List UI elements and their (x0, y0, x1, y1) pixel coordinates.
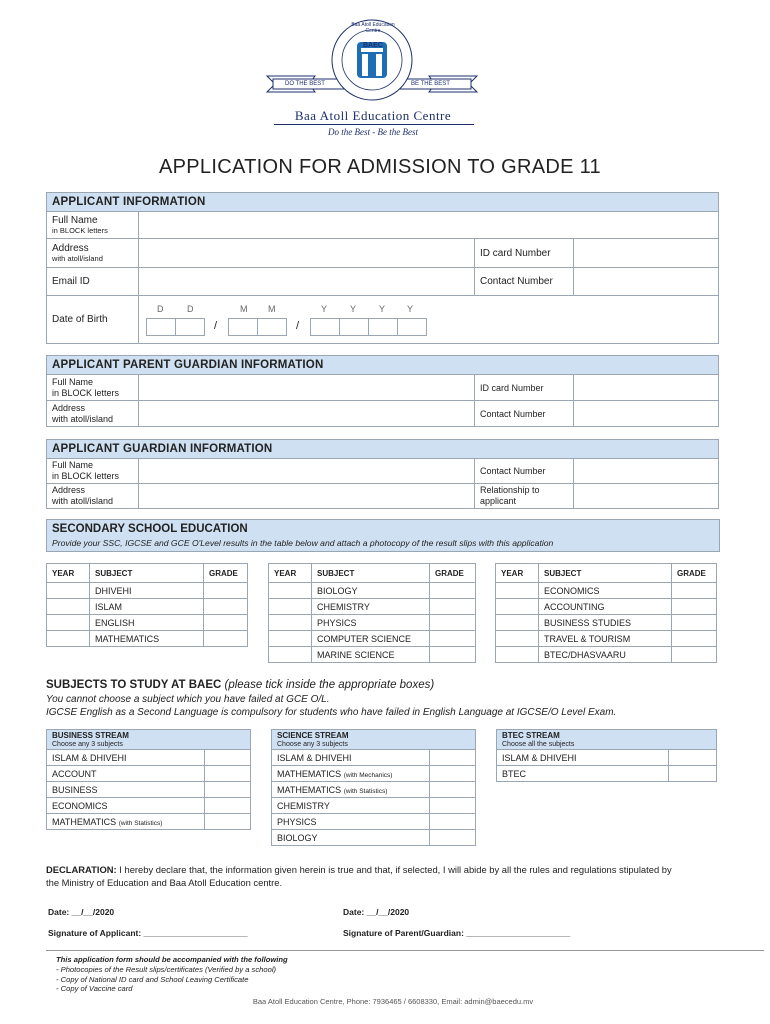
parent-full-name-sub: in BLOCK letters (52, 387, 120, 398)
dob-label: Date of Birth (47, 296, 139, 344)
footer-note (56, 955, 288, 994)
year-cell[interactable] (47, 599, 90, 615)
guardian-relationship-text: Relationship to (480, 485, 540, 495)
business-stream-table (46, 729, 251, 830)
business-subject: BUSINESS (47, 782, 205, 798)
footer-contact: Baa Atoll Education Centre, Phone: 7936465 / 6608330, Email: admin@baecedu.mv (252, 997, 534, 1006)
guardian-full-name-field[interactable] (139, 459, 475, 484)
year-cell[interactable] (269, 599, 312, 615)
contact-field[interactable] (574, 268, 719, 296)
logo-ribbon-left: DO THE BEST (285, 81, 325, 87)
year-cell[interactable] (496, 615, 539, 631)
col-grade-2: GRADE (430, 564, 476, 583)
subject-cell: ENGLISH (90, 615, 204, 631)
science-math-text-2: MATHEMATICS (277, 784, 342, 795)
address-sub: with atoll/island (52, 254, 103, 263)
guardian-contact-field[interactable] (574, 459, 719, 484)
business-tick-box[interactable] (205, 798, 251, 814)
grade-cell[interactable] (672, 583, 717, 599)
subject-cell: ECONOMICS (539, 583, 672, 599)
full-name-text: Full Name (52, 215, 98, 226)
logo-letters: BAEC (363, 42, 383, 49)
parent-address-field[interactable] (139, 401, 475, 427)
dob-slash-2: / (296, 319, 300, 332)
subject-cell: BIOLOGY (312, 583, 430, 599)
business-tick-box[interactable] (205, 782, 251, 798)
science-subject: BIOLOGY (272, 830, 430, 846)
signature-parent[interactable]: Signature of Parent/Guardian: ______________________ (343, 928, 571, 938)
guardian-address-text: Address (52, 485, 86, 495)
science-math-note-1: (with Mechanics) (343, 771, 393, 779)
applicant-heading: APPLICANT INFORMATION (47, 193, 719, 212)
subject-cell: DHIVEHI (90, 583, 204, 599)
business-stream-heading (47, 730, 251, 750)
year-cell[interactable] (269, 647, 312, 663)
year-cell[interactable] (496, 631, 539, 647)
col-year-3: YEAR (496, 564, 539, 583)
col-year-2: YEAR (269, 564, 312, 583)
parent-full-name-field[interactable] (139, 375, 475, 401)
guardian-full-name-sub: in BLOCK letters (52, 471, 120, 481)
parent-address-label (47, 401, 139, 427)
business-math-text: MATHEMATICS (52, 816, 117, 827)
dob-y4: Y (407, 303, 414, 314)
dob-m2: M (268, 303, 276, 314)
grade-cell[interactable] (672, 647, 717, 663)
grade-cell[interactable] (204, 615, 248, 631)
grade-cell[interactable] (672, 615, 717, 631)
grade-cell[interactable] (204, 583, 248, 599)
business-sub: Choose any 3 subjects (52, 740, 123, 748)
grade-cell[interactable] (430, 647, 476, 663)
science-sub: Choose any 3 subjects (277, 740, 348, 748)
science-tick-box[interactable] (430, 750, 476, 766)
signature-applicant[interactable]: Signature of Applicant: ______________________ (48, 928, 248, 938)
email-label: Email ID (47, 268, 139, 296)
footer-heading: This application form should be accompanied with the following (56, 955, 288, 964)
subject-cell: MARINE SCIENCE (312, 647, 430, 663)
address-label (47, 239, 139, 268)
science-math-note-2: (with Statistics) (343, 787, 388, 795)
subject-cell: BUSINESS STUDIES (539, 615, 672, 631)
dob-d2: D (187, 303, 194, 314)
guardian-contact-label: Contact Number (475, 459, 574, 484)
study-heading-line (46, 679, 434, 691)
study-note-2: IGCSE English as a Second Language is compulsory for students who have failed in English Language at IGCSE/O Level Exam. (46, 707, 617, 718)
grade-cell[interactable] (430, 583, 476, 599)
secondary-note: Provide your SSC, IGCSE and GCE O'Level results in the table below and attach a photocopy of the result slips with this application (52, 538, 554, 548)
btec-title: BTEC STREAM (502, 730, 560, 740)
business-subject: ACCOUNT (47, 766, 205, 782)
id-card-label: ID card Number (475, 239, 574, 268)
address-field[interactable] (139, 239, 475, 268)
secondary-heading: SECONDARY SCHOOL EDUCATION (52, 523, 248, 535)
grade-cell[interactable] (430, 615, 476, 631)
business-title: BUSINESS STREAM (52, 730, 129, 740)
btec-subject: ISLAM & DHIVEHI (497, 750, 669, 766)
applicant-info-table (46, 192, 719, 344)
parent-address-text: Address (52, 402, 86, 413)
business-tick-box[interactable] (205, 750, 251, 766)
guardian-address-sub: with atoll/island (52, 496, 114, 506)
science-stream-heading (272, 730, 476, 750)
col-grade-3: GRADE (672, 564, 717, 583)
secondary-heading-box (46, 519, 720, 552)
col-subject-1: SUBJECT (90, 564, 204, 583)
study-heading-italic: (please tick inside the appropriate boxes) (224, 679, 435, 691)
school-logo (265, 18, 479, 102)
footer-divider (46, 950, 764, 951)
science-tick-box[interactable] (430, 830, 476, 846)
subject-cell: COMPUTER SCIENCE (312, 631, 430, 647)
guardian-relationship-label (475, 484, 574, 509)
btec-tick-box[interactable] (669, 750, 717, 766)
year-cell[interactable] (496, 647, 539, 663)
declaration (46, 864, 686, 889)
guardian-relationship-field[interactable] (574, 484, 719, 509)
year-cell[interactable] (269, 631, 312, 647)
guardian-address-field[interactable] (139, 484, 475, 509)
address-text: Address (52, 243, 89, 254)
business-subject-math (47, 814, 205, 830)
email-field[interactable] (139, 268, 475, 296)
guardian-address-label (47, 484, 139, 509)
guardian-heading: APPLICANT GUARDIAN INFORMATION (47, 440, 719, 459)
col-grade-1: GRADE (204, 564, 248, 583)
grade-cell[interactable] (204, 599, 248, 615)
subject-cell: MATHEMATICS (90, 631, 204, 647)
dob-d1: D (157, 303, 164, 314)
year-cell[interactable] (496, 583, 539, 599)
parent-heading: APPLICANT PARENT GUARDIAN INFORMATION (47, 356, 719, 375)
dob-year-boxes[interactable] (310, 318, 426, 336)
col-subject-3: SUBJECT (539, 564, 672, 583)
full-name-label (47, 212, 139, 239)
subject-cell: PHYSICS (312, 615, 430, 631)
subject-cell: TRAVEL & TOURISM (539, 631, 672, 647)
parent-id-label: ID card Number (475, 375, 574, 401)
results-table-3 (495, 563, 717, 663)
date-right[interactable]: Date: __/__/2020 (343, 907, 410, 917)
parent-full-name-text: Full Name (52, 376, 94, 387)
school-name-underline (274, 124, 474, 125)
parent-id-field[interactable] (574, 375, 719, 401)
parent-contact-field[interactable] (574, 401, 719, 427)
science-tick-box[interactable] (430, 814, 476, 830)
subject-cell: CHEMISTRY (312, 599, 430, 615)
grade-cell[interactable] (430, 631, 476, 647)
dob-y1: Y (321, 303, 328, 314)
dob-day-boxes[interactable] (146, 318, 204, 336)
subject-cell: ISLAM (90, 599, 204, 615)
science-subject: PHYSICS (272, 814, 430, 830)
grade-cell[interactable] (672, 631, 717, 647)
full-name-field[interactable] (139, 212, 719, 239)
science-tick-box[interactable] (430, 782, 476, 798)
btec-tick-box[interactable] (669, 766, 717, 782)
guardian-full-name-label (47, 459, 139, 484)
year-cell[interactable] (47, 631, 90, 647)
school-motto: Do the Best - Be the Best (328, 127, 418, 137)
science-stream-table (271, 729, 476, 846)
declaration-text: I hereby declare that, the information given herein is true and that, if selected, I will abide by all the rules and regulations stipulated by the Ministry of Education and Baa Atoll Education centre. (46, 864, 672, 888)
footer-item: - Copy of Vaccine card (56, 984, 133, 994)
year-cell[interactable] (269, 615, 312, 631)
science-tick-box[interactable] (430, 798, 476, 814)
results-table-1 (46, 563, 248, 647)
parent-contact-label: Contact Number (475, 401, 574, 427)
footer-item: - Photocopies of the Result slips/certificates (Verified by a school) (56, 964, 277, 974)
guardian-full-name-text: Full Name (52, 460, 94, 470)
science-title: SCIENCE STREAM (277, 730, 349, 740)
grade-cell[interactable] (430, 599, 476, 615)
dob-m1: M (240, 303, 248, 314)
results-table-2 (268, 563, 476, 663)
page-title: APPLICATION FOR ADMISSION TO GRADE 11 (159, 156, 601, 178)
parent-full-name-label (47, 375, 139, 401)
btec-stream-heading (497, 730, 717, 750)
col-year-1: YEAR (47, 564, 90, 583)
parent-info-table (46, 355, 719, 427)
full-name-sub: in BLOCK letters (52, 226, 108, 235)
btec-subject: BTEC (497, 766, 669, 782)
grade-cell[interactable] (672, 599, 717, 615)
science-math-text-1: MATHEMATICS (277, 768, 342, 779)
id-card-field[interactable] (574, 239, 719, 268)
subject-cell: ACCOUNTING (539, 599, 672, 615)
school-name: Baa Atoll Education Centre (294, 108, 452, 123)
logo-ring-text: Baa Atoll Education Centre (351, 22, 395, 34)
year-cell[interactable] (269, 583, 312, 599)
guardian-info-table (46, 439, 719, 509)
footer-item: - Copy of National ID card and School Leaving Certificate (56, 974, 249, 984)
dob-y2: Y (350, 303, 357, 314)
btec-sub: Choose all the subjects (502, 740, 575, 748)
declaration-label: DECLARATION: (46, 864, 117, 875)
guardian-relationship-sub: applicant (480, 496, 517, 506)
dob-month-boxes[interactable] (228, 318, 286, 336)
subject-cell: BTEC/DHASVAARU (539, 647, 672, 663)
contact-label: Contact Number (475, 268, 574, 296)
dob-group (144, 298, 718, 342)
science-subject: CHEMISTRY (272, 798, 430, 814)
business-math-note: (with Statistics) (118, 819, 163, 827)
logo-ribbon-right: BE THE BEST (411, 81, 450, 87)
dob-slash-1: / (214, 319, 218, 332)
dob-field[interactable] (139, 296, 719, 344)
parent-address-sub: with atoll/island (52, 413, 114, 424)
year-cell[interactable] (47, 583, 90, 599)
business-subject: ISLAM & DHIVEHI (47, 750, 205, 766)
year-cell[interactable] (496, 599, 539, 615)
year-cell[interactable] (47, 615, 90, 631)
science-tick-box[interactable] (430, 766, 476, 782)
business-subject: ECONOMICS (47, 798, 205, 814)
science-subject: ISLAM & DHIVEHI (272, 750, 430, 766)
study-note-1: You cannot choose a subject which you have failed at GCE O/L. (46, 694, 330, 705)
dob-y3: Y (379, 303, 386, 314)
btec-stream-table (496, 729, 717, 782)
business-tick-box[interactable] (205, 814, 251, 830)
science-subject-math-mech (272, 766, 430, 782)
study-heading: SUBJECTS TO STUDY AT BAEC (46, 679, 222, 691)
business-tick-box[interactable] (205, 766, 251, 782)
col-subject-2: SUBJECT (312, 564, 430, 583)
grade-cell[interactable] (204, 631, 248, 647)
date-left[interactable]: Date: __/__/2020 (48, 907, 115, 917)
science-subject-math-stat (272, 782, 430, 798)
